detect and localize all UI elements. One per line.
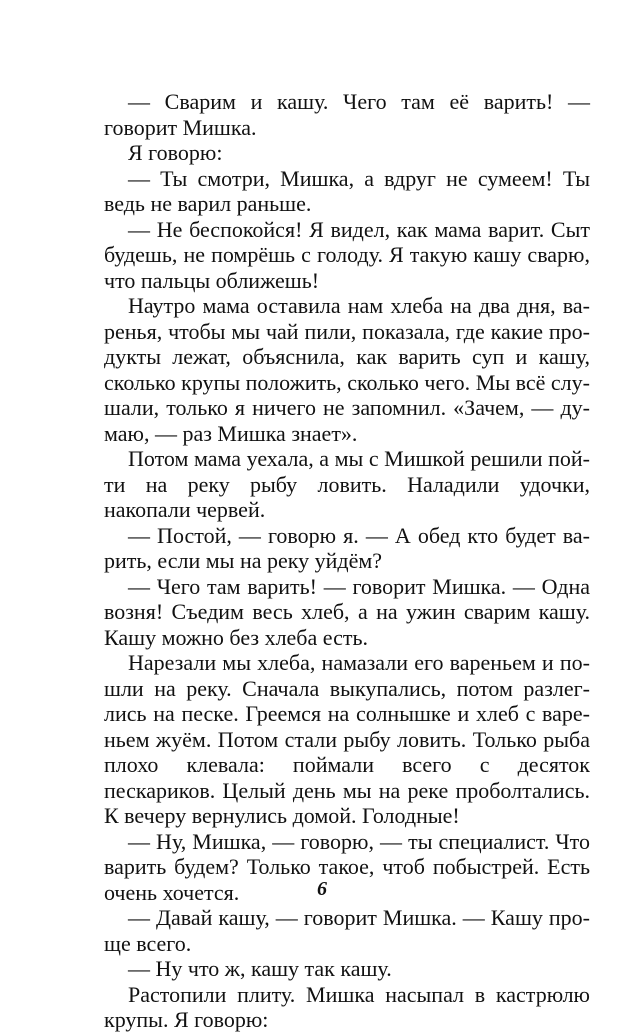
- paragraph: — Сварим и кашу. Чего там её варить! — говорит Мишка.: [104, 89, 590, 140]
- paragraph: Я говорю:: [128, 140, 223, 165]
- paragraph: Наутро мама оставила нам хлеба на два дня, варенья, чтобы мы чай пили, показала, где какие продукты лежат, объяснила, как варить суп и кашу, сколько крупы положить, сколько чего. Мы всё слушали, только я ничего не запомнил. «Зачем, — думаю, — раз Мишка знает».: [104, 293, 590, 446]
- paragraph: — Не беспокойся! Я видел, как мама варит. Сыт будешь, не помрёшь с голоду. Я такую кашу сварю, что пальцы оближешь!: [104, 216, 590, 293]
- paragraph: Нарезали мы хлеба, намазали его вареньем и пошли на реку. Сначала выкупались, потом разлеглись на песке. Греемся на солнышке и хлеб с вареньем жуём. Потом стали рыбу ловить. Только рыба плохо клевала: поймали всего с десяток пескариков. Целый день мы на реке проболтались. К вечеру вернулись домой. Голодные!: [104, 650, 590, 828]
- paragraph: — Чего там варить! — говорит Мишка. — Одна возня! Съедим весь хлеб, а на ужин сварим кашу. Кашу можно без хлеба есть.: [104, 573, 590, 650]
- paragraph: Потом мама уехала, а мы с Мишкой решили пойти на реку рыбу ловить. Наладили удочки, накопали червей.: [104, 446, 590, 522]
- paragraph: — Ну, Мишка, — говорю, — ты специалист. Что варить будем? Только такое, чтоб побыстрей. Есть очень хочется.: [104, 828, 590, 905]
- paragraph: — Постой, — говорю я. — А обед кто будет варить, если мы на реку уйдём?: [104, 522, 590, 573]
- page-number: 6: [317, 878, 327, 900]
- paragraph: — Давай кашу, — говорит Мишка. — Кашу проще всего.: [104, 905, 590, 956]
- paragraph: — Ты смотри, Мишка, а вдруг не сумеем! Ты ведь не варил раньше.: [104, 165, 590, 216]
- paragraph: — Ну что ж, кашу так кашу.: [128, 956, 392, 981]
- paragraph: Растопили плиту. Мишка насыпал в кастрюлю крупы. Я говорю:: [104, 981, 590, 1032]
